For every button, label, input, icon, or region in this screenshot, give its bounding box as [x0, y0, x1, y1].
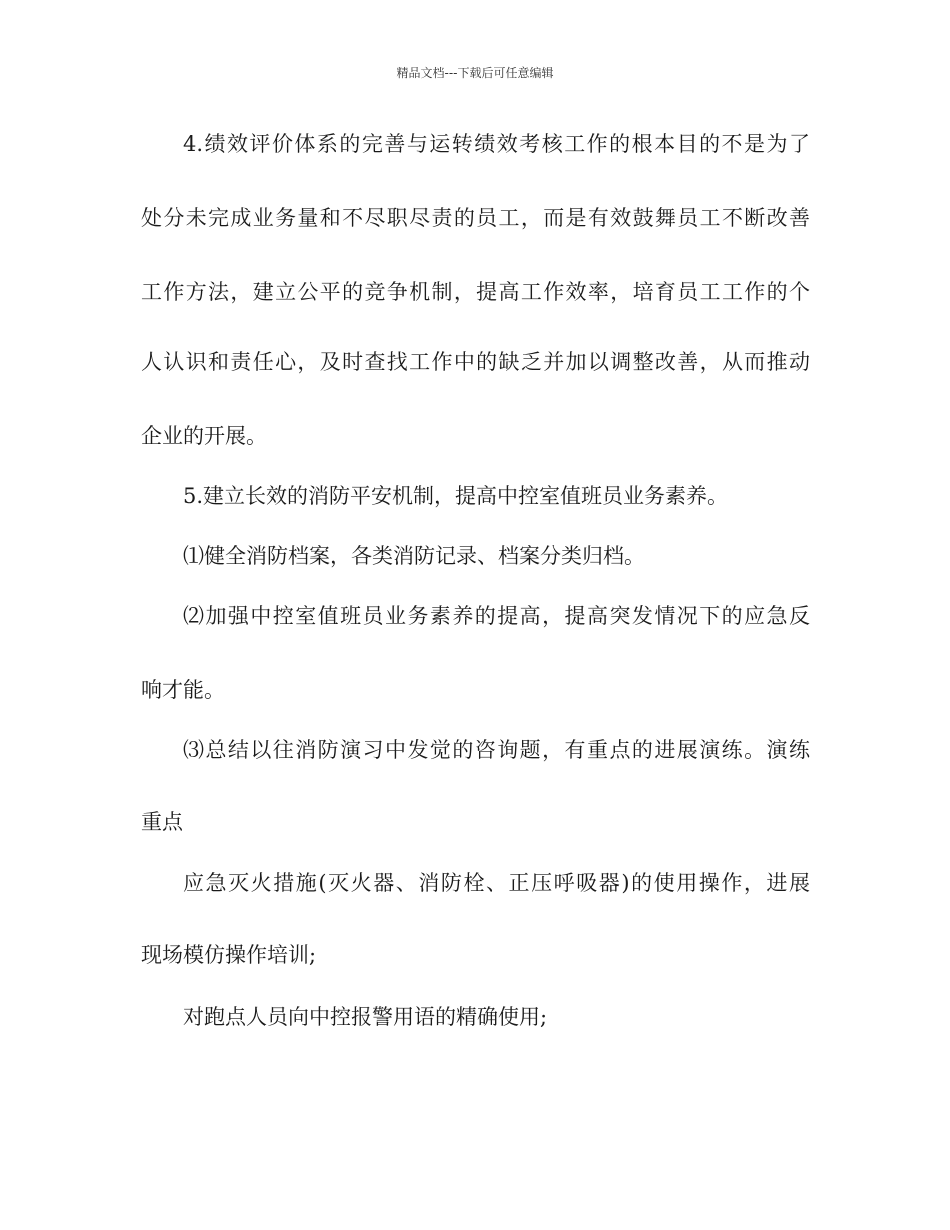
- paragraph-line: 响才能。: [141, 678, 225, 702]
- paragraph-line: 现场模仿操作培训;: [141, 943, 317, 967]
- paragraph-line: 重点: [141, 810, 183, 834]
- paragraph-line: 5.建立长效的消防平安机制，提高中控室值班员业务素养。: [183, 484, 729, 508]
- paragraph-line: 对跑点人员向中控报警用语的精确使用;: [183, 1005, 548, 1029]
- paragraph-line: 处分未完成业务量和不尽职尽责的员工，而是有效鼓舞员工不断改善: [141, 206, 810, 230]
- paragraph-line: 人认识和责任心，及时查找工作中的缺乏并加以调整改善，从而推动: [141, 350, 810, 374]
- page-header: 精品文档---下载后可任意编辑: [396, 66, 554, 80]
- paragraph-line: 应急灭火措施(灭火器、消防栓、正压呼吸器)的使用操作，进展: [183, 871, 810, 895]
- paragraph-line: ⑴健全消防档案，各类消防记录、档案分类归档。: [183, 544, 645, 568]
- paragraph-line: ⑵加强中控室值班员业务素养的提高，提高突发情况下的应急反: [183, 604, 810, 628]
- paragraph-line: 4.绩效评价体系的完善与运转绩效考核工作的根本目的不是为了: [183, 132, 810, 156]
- paragraph-line: 工作方法，建立公平的竞争机制，提高工作效率，培育员工工作的个: [141, 280, 810, 304]
- paragraph-line: ⑶总结以往消防演习中发觉的咨询题，有重点的进展演练。演练: [183, 738, 810, 762]
- paragraph-line: 企业的开展。: [141, 424, 267, 448]
